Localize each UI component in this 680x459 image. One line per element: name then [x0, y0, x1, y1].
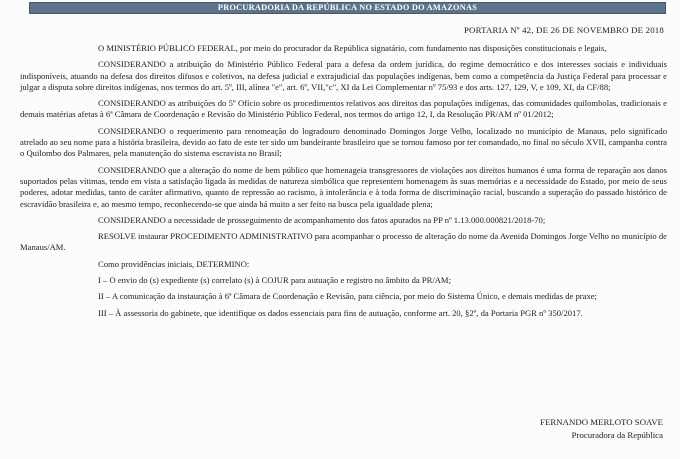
- paragraph-considerando-2: CONSIDERANDO as atribuições do 5º Ofício sobre os procedimentos relativos aos direitos das populações indígenas, das comunidades quilombolas, tradicionais e demais matérias afetas à 6ª Câmara de Coordenação e Revisão do Ministério Público Federal, nos termos do artigo 12, I, da Resolução PR/AM nº 01/2012;: [20, 98, 667, 120]
- paragraph-considerando-1: CONSIDERANDO a atribuição do Ministério Público Federal para a defesa da ordem jurídica, do regime democrático e dos interesses sociais e individuais indisponíveis, atuando na defesa dos direitos difusos e coletivos, na defesa judicial e extrajudicial das populações indígenas, bem como a competência da Justiça Federal para processar e julgar a disputa sobre direitos indígenas, nos termos do art. 5º, III, alínea "e", art. 6º, VII,"c", XI da Lei Complementar nº 75/93 e dos arts. 127, 129, V, e 109, XI, da CF/88;: [20, 59, 667, 92]
- paragraph-resolve: RESOLVE instaurar PROCEDIMENTO ADMINISTRATIVO para acompanhar o processo de alteração do nome da Avenida Domingos Jorge Velho no município de Manaus/AM.: [20, 231, 667, 253]
- signature-name: FERNANDO MERLOTO SOAVE: [540, 417, 663, 427]
- paragraph-determino: Como providências iniciais, DETERMINO:: [98, 258, 250, 269]
- paragraph-considerando-4: CONSIDERANDO que a alteração do nome de bem público que homenageia transgressores de violações aos direitos humanos é uma forma de reparação aos danos suportados pelas vítimas, tendo em vista a satisfação ligada às medidas de natureza simbólica que representem homenagem às suas memórias e a necessidade do Estado, por meio de seus poderes, adotar medidas, tanto de caráter afirmativo, quanto de repressão ao racismo, à intolerância e à toda forma de discriminação racial, buscando a superação do passado histórico de escravidão brasileira e, ao mesmo tempo, reconhecendo-se que ainda há muito a ser feito na busca pela igualdade plena;: [20, 164, 667, 209]
- header-title: PROCURADORIA DA REPÚBLICA NO ESTADO DO AMAZONAS: [217, 2, 478, 12]
- portaria-number-line: PORTARIA Nº 42, DE 26 DE NOVEMBRO DE 2018: [463, 25, 664, 35]
- paragraph-item-ii: II – A comunicação da instauração à 6ª Câmara de Coordenação e Revisão, para ciência, por meio do Sistema Único, e demais medidas de praxe;: [98, 291, 597, 302]
- paragraph-item-iii: III – À assessoria do gabinete, que identifique os dados essenciais para fins de autuação, conforme art. 20, §2º, da Portaria PGR nº 350/2017.: [98, 307, 583, 318]
- paragraph-item-i: I – O envio do (s) expediente (s) correlato (s) à COJUR para autuação e registro no âmbito da PR/AM;: [98, 275, 451, 286]
- signature-title: Procuradora da República: [571, 429, 663, 440]
- document-body: [20, 43, 667, 324]
- paragraph-considerando-3: CONSIDERANDO o requerimento para renomeação do logradouro denominado Domingos Jorge Velho, localizado no município de Manaus, pelo significado atrelado ao seu nome para a história brasileira, devido ao fato de este ter sido um bandeirante brasileiro que se tornou famoso por ter comandado, no final no século XVII, campanha contra o Quilombo dos Palmares, pela manutenção do sistema escravista no Brasil;: [20, 125, 667, 159]
- paragraph-considerando-5: CONSIDERANDO a necessidade de prosseguimento de acompanhamento dos fatos apurados na PP nº 1.13.000.000821/2018-70;: [98, 214, 546, 225]
- paragraph-preamble: O MINISTÉRIO PÚBLICO FEDERAL, por meio do procurador da República signatário, com fundamento nas disposições constitucionais e legais,: [98, 43, 607, 53]
- header-title-bar: [29, 2, 666, 14]
- signature-block: [540, 416, 663, 441]
